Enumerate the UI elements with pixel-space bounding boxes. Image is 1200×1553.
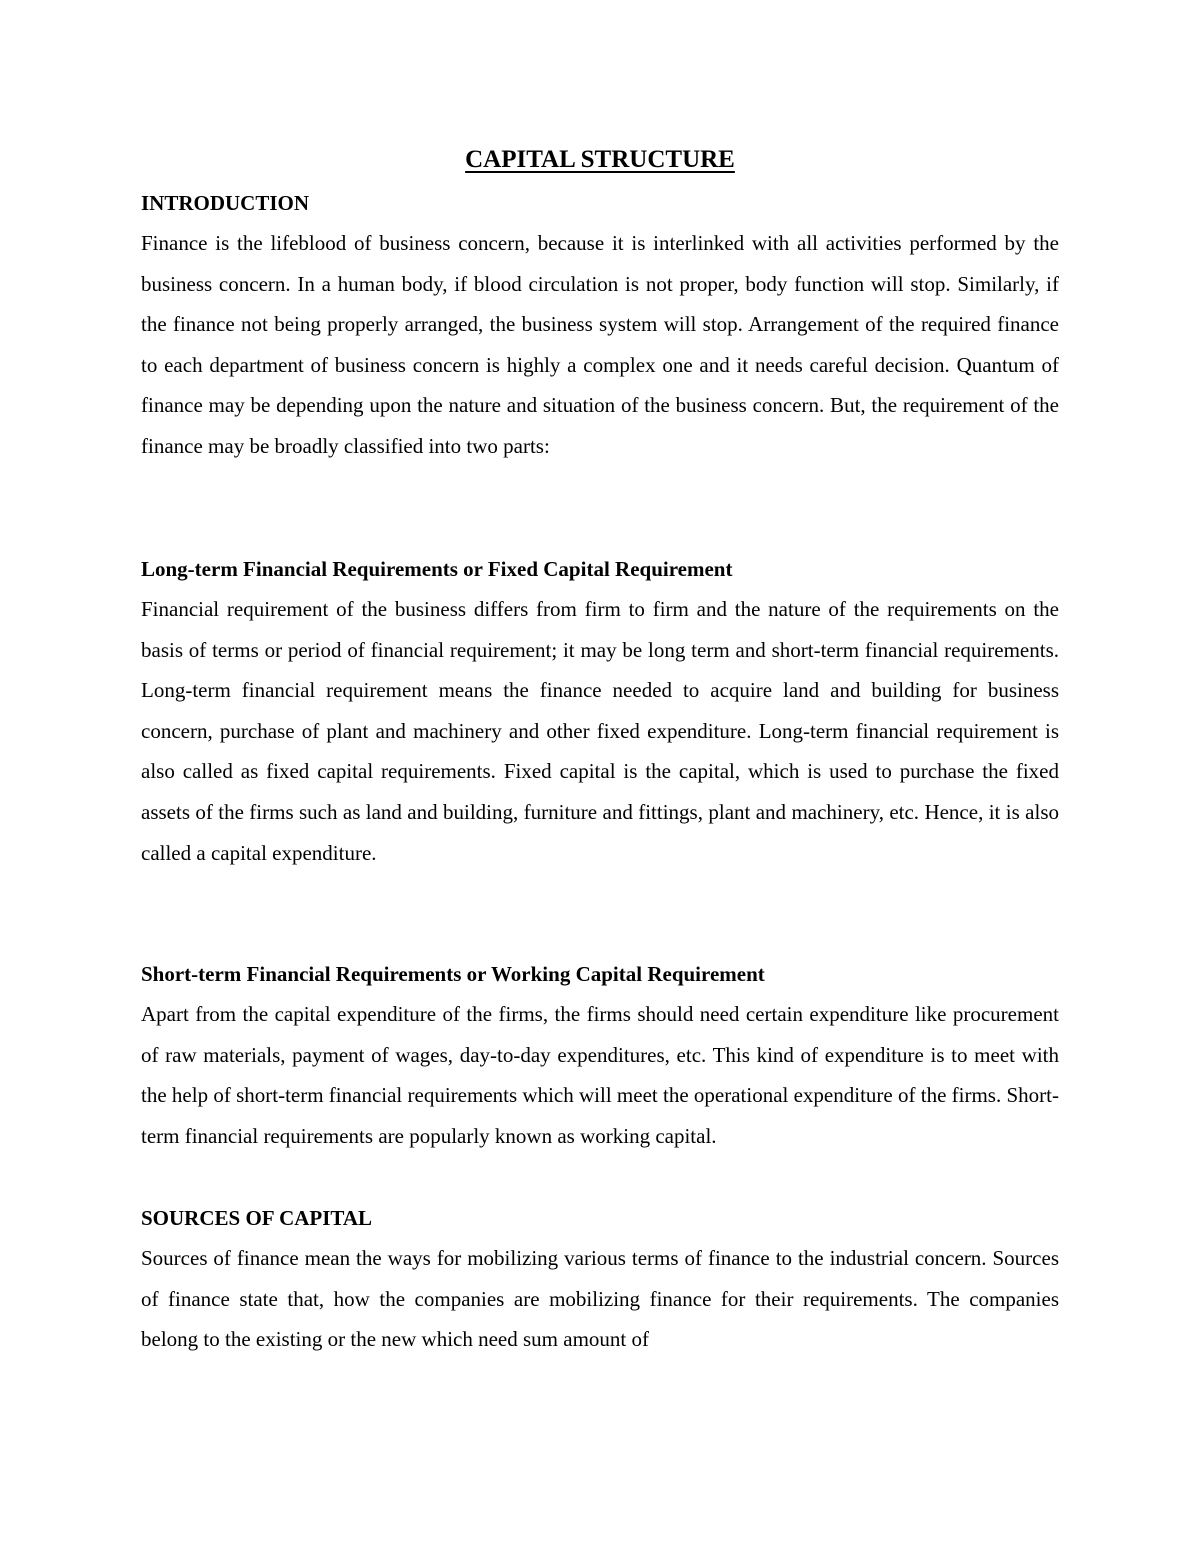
introduction-paragraph: Finance is the lifeblood of business concern, because it is interlinked with all activities performed by the business concern. In a human body, if blood circulation is not proper, body function will stop. Similarly, if the finance not being properly arranged, the business system will stop. Arrangement of the required finance to each department of business concern is highly a complex one and it needs careful decision. Quantum of finance may be depending upon the nature and situation of the business concern. But, the requirement of the finance may be broadly classified into two parts:: [141, 231, 1059, 458]
sources-heading: SOURCES OF CAPITAL: [141, 1206, 373, 1230]
page-title: CAPITAL STRUCTURE: [465, 146, 735, 173]
introduction-heading: INTRODUCTION: [141, 191, 310, 215]
sources-paragraph: Sources of finance mean the ways for mobilizing various terms of finance to the industrial concern. Sources of finance state that, how the companies are mobilizing finance for their requirements. The companies belong to the existing or the new which need sum amount of: [141, 1246, 1059, 1352]
long-term-heading: Long-term Financial Requirements or Fixed Capital Requirement: [141, 557, 733, 581]
short-term-heading: Short-term Financial Requirements or Working Capital Requirement: [141, 962, 765, 986]
long-term-paragraph: Financial requirement of the business differs from firm to firm and the nature of the requirements on the basis of terms or period of financial requirement; it may be long term and short-term financial requirements. Long-term financial requirement means the finance needed to acquire land and building for business concern, purchase of plant and machinery and other fixed expenditure. Long-term financial requirement is also called as fixed capital requirements. Fixed capital is the capital, which is used to purchase the fixed assets of the firms such as land and building, furniture and fittings, plant and machinery, etc. Hence, it is also called a capital expenditure.: [141, 597, 1059, 865]
short-term-paragraph: Apart from the capital expenditure of the firms, the firms should need certain expenditure like procurement of raw materials, payment of wages, day-to-day expenditures, etc. This kind of expenditure is to meet with the help of short-term financial requirements which will meet the operational expenditure of the firms. Short-term financial requirements are popularly known as working capital.: [141, 1002, 1059, 1148]
